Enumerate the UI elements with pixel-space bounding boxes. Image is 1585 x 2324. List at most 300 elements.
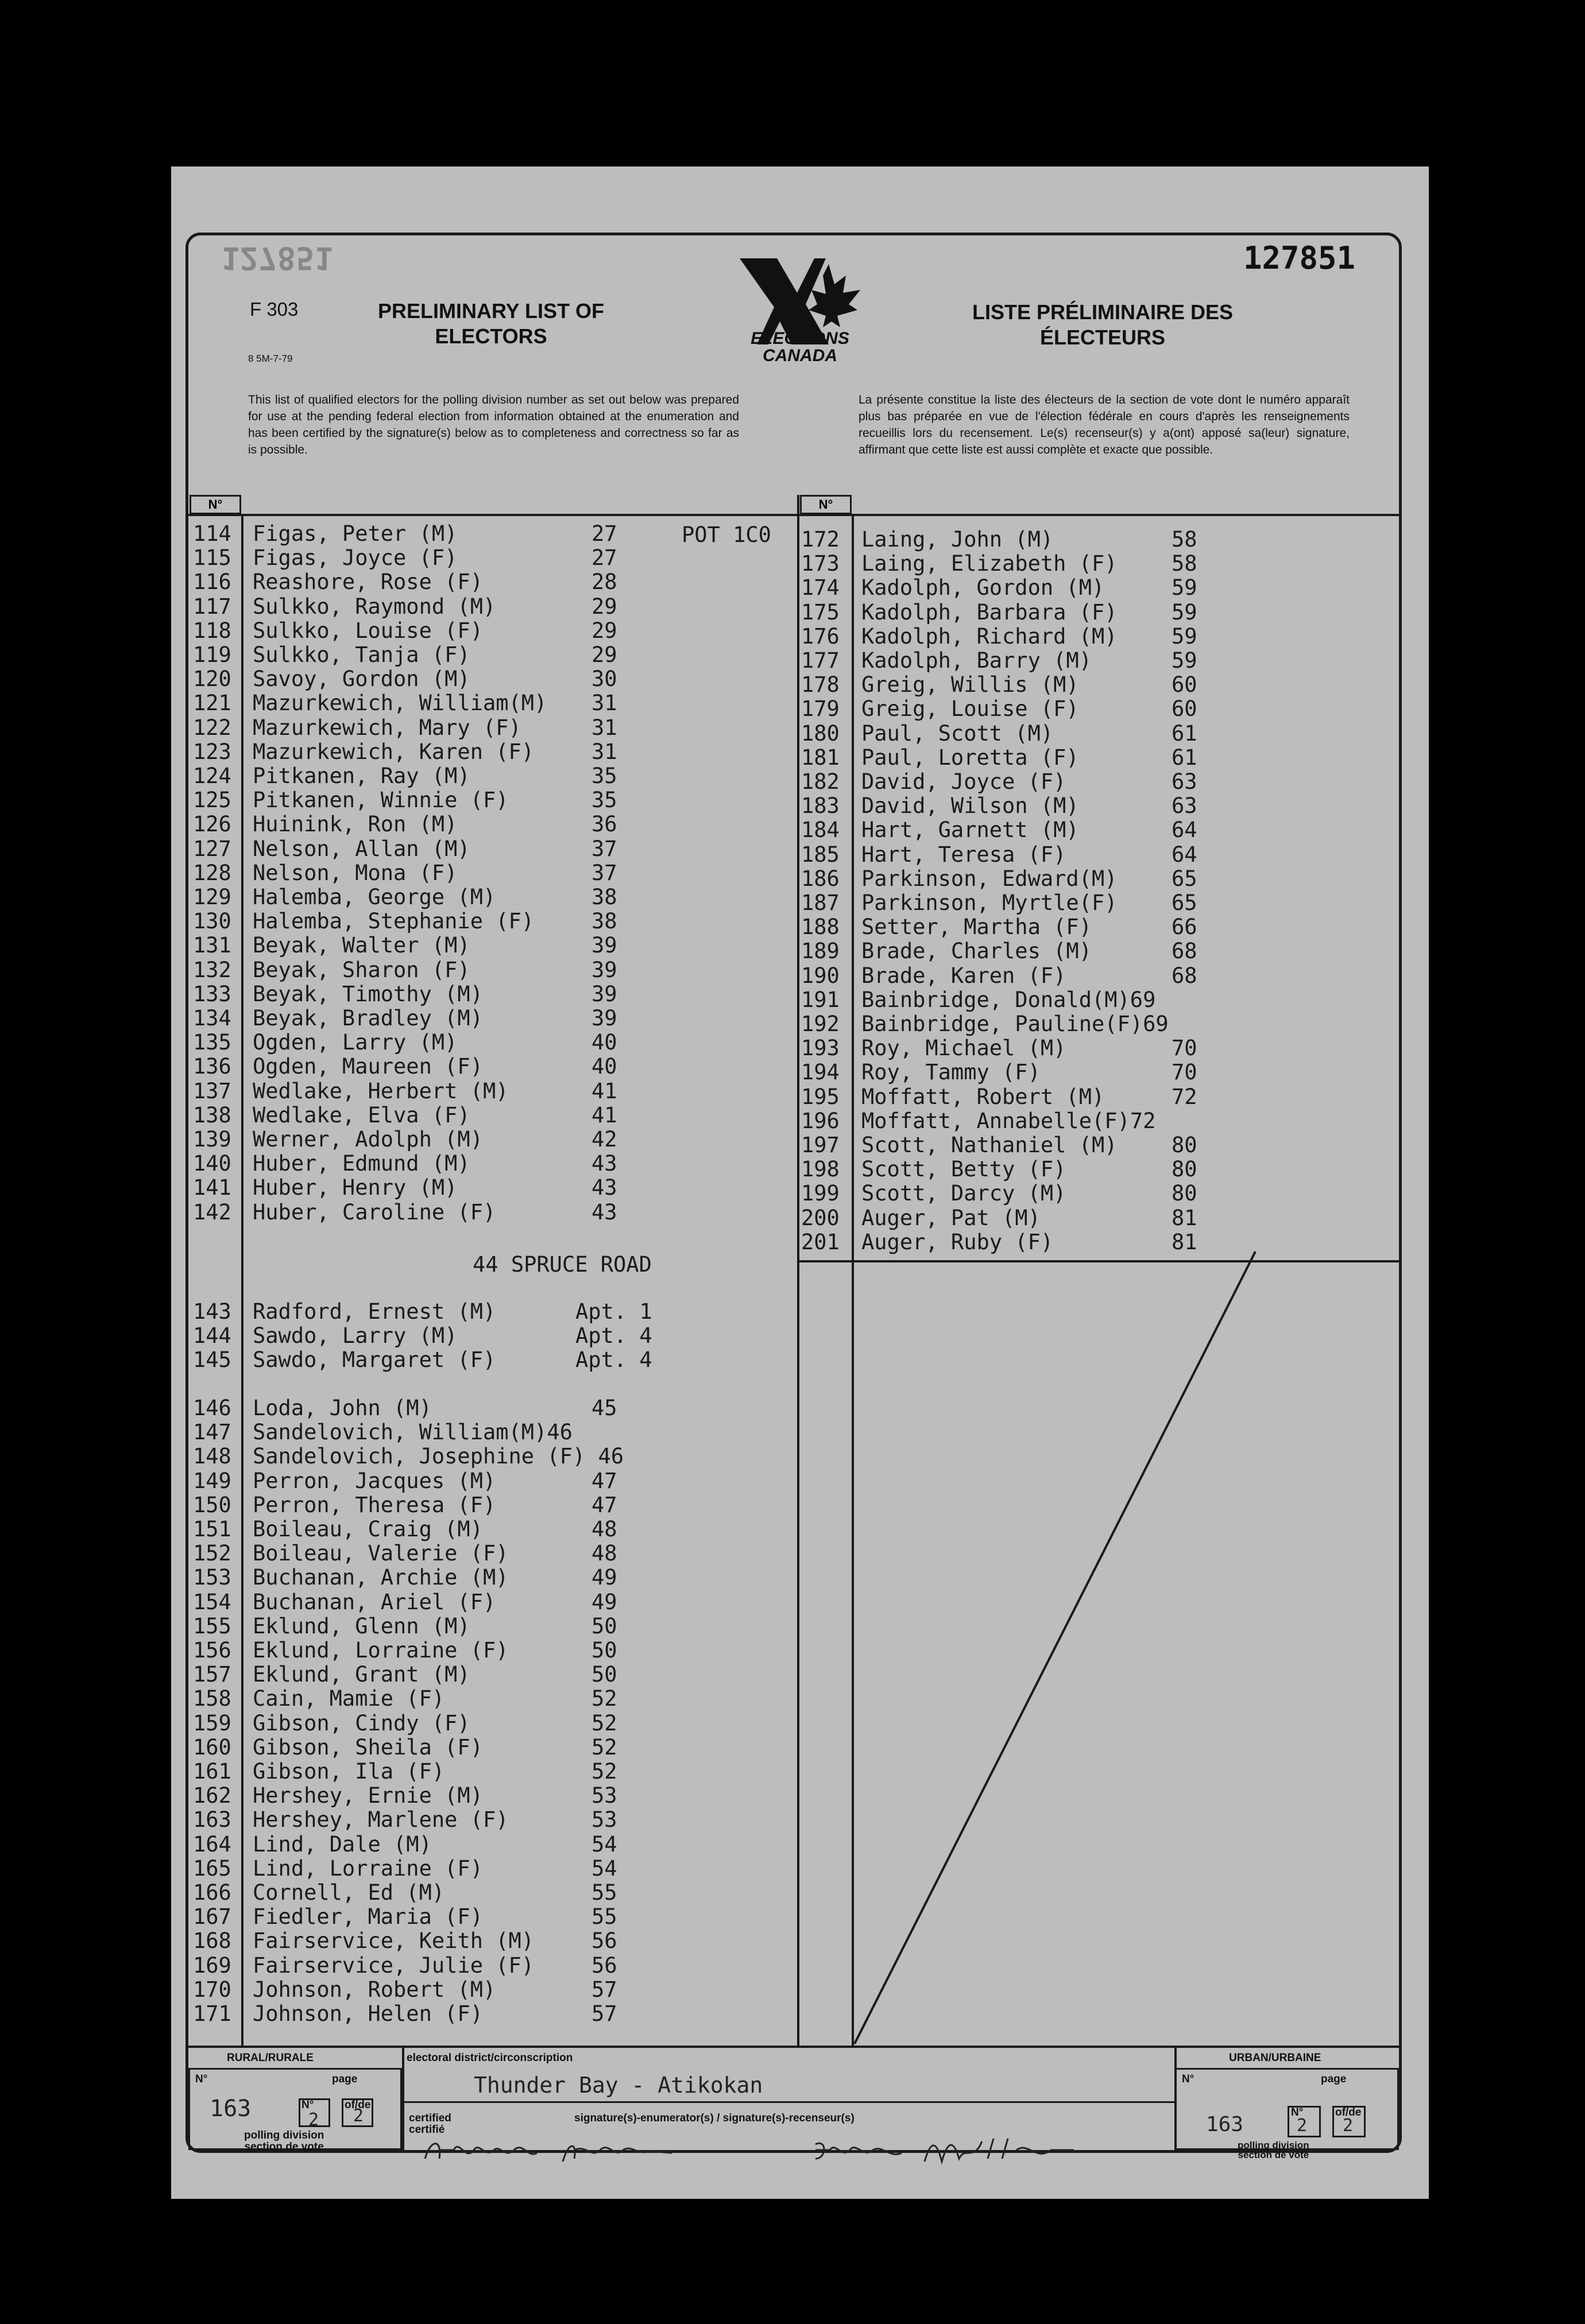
elector-name: Auger, Pat (M) [861, 1205, 1041, 1230]
elector-address: 35 [592, 788, 617, 813]
elector-name: Gibson, Cindy (F) [253, 1710, 470, 1736]
elector-number: 133 [193, 981, 231, 1006]
elector-address: 27 [592, 521, 617, 546]
rural-page-label: page [332, 2073, 358, 2085]
elector-address: 38 [592, 885, 617, 909]
urban-page-value: 2 [1297, 2116, 1308, 2136]
elector-name: Wedlake, Elva (F) [253, 1102, 470, 1128]
elector-number: 199 [801, 1181, 840, 1206]
elector-number: 170 [193, 1977, 231, 2002]
elector-name: Fairservice, Julie (F) [253, 1953, 535, 1978]
elector-number: 144 [193, 1323, 231, 1349]
urban-no-small: N° [1291, 2106, 1304, 2118]
elector-number: 118 [193, 618, 231, 643]
elector-number: 126 [193, 812, 231, 837]
elector-name: Savoy, Gordon (M) [253, 667, 470, 692]
elector-number: 200 [801, 1205, 840, 1230]
elector-address: 29 [592, 642, 617, 667]
elector-number: 185 [801, 842, 840, 867]
elector-name: Hershey, Ernie (M) [253, 1783, 483, 1808]
elector-address: 43 [592, 1199, 617, 1225]
elector-number: 183 [801, 793, 840, 819]
elector-address: 50 [592, 1638, 617, 1663]
elector-address: 38 [592, 909, 617, 934]
elector-number: 114 [193, 521, 231, 546]
elector-name: Sandelovich, Josephine (F) 46 [253, 1444, 624, 1469]
elector-address: 68 [1172, 939, 1197, 964]
elector-name: Scott, Darcy (M) [861, 1181, 1066, 1206]
elector-name: Halemba, George (M) [253, 885, 496, 909]
elector-name: Brade, Karen (F) [861, 963, 1066, 988]
elector-address: 64 [1172, 842, 1197, 867]
elector-number: 180 [801, 721, 840, 746]
elector-number: 168 [193, 1928, 231, 1954]
elector-address: 52 [592, 1759, 617, 1784]
elector-number: 181 [801, 745, 840, 770]
elector-address: 43 [592, 1175, 617, 1200]
elector-name: Kadolph, Barbara (F) [861, 599, 1118, 625]
column-divider [797, 495, 799, 2046]
elector-address: 52 [592, 1734, 617, 1760]
elector-number: 125 [193, 788, 231, 813]
elector-address: 31 [592, 691, 617, 716]
elector-number: 146 [193, 1396, 231, 1420]
elector-number: 173 [801, 551, 840, 576]
elector-address: 41 [592, 1078, 617, 1103]
elector-number: 138 [193, 1102, 231, 1128]
elector-address: 37 [592, 860, 617, 885]
elector-address: 59 [1172, 623, 1197, 649]
elector-name: Sulkko, Raymond (M) [253, 594, 496, 619]
elector-number: 195 [801, 1084, 840, 1109]
intro-french: La présente constitue la liste des électeurs de la section de vote dont le numéro apparaît plus bas préparée en vue de l'élection fédérale en cours d'après les renseignements recueillis lors du recensement. Le(s) recenseur(s) y a(ont) apposé sa(leur) signature, affirmant que cette liste est aussi complète et exacte que possible. [859, 393, 1350, 456]
rural-of-label: of/de [345, 2099, 371, 2111]
elector-name: Loda, John (M) [253, 1396, 432, 1420]
street-heading: 44 SPRUCE ROAD [473, 1252, 652, 1277]
footer-left-divider [402, 2046, 404, 2150]
elector-name: Nelson, Mona (F) [253, 860, 458, 885]
elector-address: 52 [592, 1686, 617, 1711]
enumerator-signature-2 [810, 2133, 1085, 2167]
rural-page-value: 2 [308, 2110, 319, 2130]
elector-number: 171 [193, 2001, 231, 2026]
elector-name: Wedlake, Herbert (M) [253, 1078, 509, 1103]
elector-number: 186 [801, 866, 840, 891]
elector-number: 129 [193, 885, 231, 909]
postal-code: POT 1C0 [682, 522, 771, 547]
signature-label: signature(s)-enumerator(s) / signature(s)-recenseur(s) [574, 2112, 855, 2124]
elector-address: 50 [592, 1662, 617, 1687]
elector-address: 53 [592, 1783, 617, 1808]
elector-number: 165 [193, 1856, 231, 1881]
number-header-left: N° [190, 495, 241, 514]
footer-top-rule [188, 2046, 1399, 2048]
elector-number: 122 [193, 715, 231, 740]
elector-name: Beyak, Bradley (M) [253, 1006, 483, 1031]
elector-number: 121 [193, 691, 231, 716]
elector-name: Setter, Martha (F) [861, 915, 1092, 940]
elector-address: 58 [1172, 527, 1197, 552]
elector-name: Roy, Michael (M) [861, 1036, 1066, 1061]
elector-address: 70 [1172, 1060, 1197, 1085]
elector-address: 36 [592, 812, 617, 837]
elector-name: Parkinson, Edward(M) [861, 866, 1118, 891]
elector-number: 182 [801, 769, 840, 794]
elector-name: Pitkanen, Ray (M) [253, 764, 470, 788]
certified-label: certified certifié [409, 2112, 451, 2136]
elector-address: 41 [592, 1102, 617, 1128]
elector-number: 147 [193, 1420, 231, 1445]
elector-name: Ogden, Larry (M) [253, 1030, 458, 1055]
elector-number: 184 [801, 818, 840, 843]
elector-name: Laing, Elizabeth (F) [861, 551, 1118, 576]
elector-name: Roy, Tammy (F) [861, 1060, 1041, 1085]
elector-address: 81 [1172, 1229, 1197, 1254]
elector-number: 189 [801, 939, 840, 964]
elector-name: Beyak, Walter (M) [253, 933, 470, 958]
elector-address: 30 [592, 667, 617, 692]
elector-name: Perron, Jacques (M) [253, 1468, 496, 1493]
elector-name: Sawdo, Larry (M) [253, 1323, 458, 1349]
rural-of-value: 2 [353, 2106, 364, 2126]
elector-number: 164 [193, 1831, 231, 1857]
enumerator-signature-1 [419, 2133, 718, 2167]
elector-number: 119 [193, 642, 231, 667]
elector-address: 53 [592, 1807, 617, 1833]
elector-address: 27 [592, 545, 617, 571]
elector-name: Kadolph, Barry (M) [861, 648, 1092, 673]
elector-name: Cain, Mamie (F) [253, 1686, 445, 1711]
elector-name: Huinink, Ron (M) [253, 812, 458, 837]
elector-address: 31 [592, 739, 617, 764]
elector-number: 142 [193, 1199, 231, 1225]
elector-address: 28 [592, 570, 617, 595]
elector-name: Eklund, Grant (M) [253, 1662, 470, 1687]
elector-number: 179 [801, 696, 840, 722]
elector-name: Moffatt, Robert (M) [861, 1084, 1105, 1109]
elector-address: 49 [592, 1565, 617, 1590]
rural-label: RURAL/RURALE [227, 2052, 314, 2064]
elector-number: 156 [193, 1638, 231, 1663]
elector-address: 42 [592, 1127, 617, 1152]
elector-number: 197 [801, 1133, 840, 1157]
urban-division-number: 163 [1206, 2113, 1244, 2136]
elector-name: Figas, Joyce (F) [253, 545, 458, 571]
elector-name: Beyak, Sharon (F) [253, 957, 470, 982]
elector-number: 167 [193, 1904, 231, 1930]
elector-number: 158 [193, 1686, 231, 1711]
elector-address: 58 [1172, 551, 1197, 576]
elector-name: Johnson, Robert (M) [253, 1977, 496, 2002]
elector-name: Johnson, Helen (F) [253, 2001, 483, 2026]
urban-of-value: 2 [1343, 2116, 1354, 2136]
elector-address: 63 [1172, 793, 1197, 819]
elector-name: David, Joyce (F) [861, 769, 1066, 794]
elector-address: 48 [592, 1541, 617, 1566]
elector-number: 163 [193, 1807, 231, 1833]
elector-name: Nelson, Allan (M) [253, 836, 470, 861]
elector-number: 187 [801, 890, 840, 915]
elector-name: Boileau, Valerie (F) [253, 1541, 509, 1566]
elector-address: 47 [592, 1492, 617, 1517]
elector-name: Bainbridge, Pauline(F)69 [861, 1012, 1169, 1036]
elector-name: Boileau, Craig (M) [253, 1517, 483, 1541]
elector-address: 72 [1172, 1084, 1197, 1109]
elector-name: Beyak, Timothy (M) [253, 981, 483, 1006]
elector-name: Sandelovich, William(M)46 [253, 1420, 573, 1445]
elector-number: 116 [193, 570, 231, 595]
elector-name: Huber, Henry (M) [253, 1175, 458, 1200]
elector-name: Moffatt, Annabelle(F)72 [861, 1108, 1156, 1133]
elector-address: 61 [1172, 745, 1197, 770]
elector-address: 63 [1172, 769, 1197, 794]
elector-number: 150 [193, 1492, 231, 1517]
urban-polling-label: polling division section de vote [1238, 2140, 1309, 2160]
elector-number: 134 [193, 1006, 231, 1031]
elector-name: Paul, Loretta (F) [861, 745, 1079, 770]
elector-name: Eklund, Lorraine (F) [253, 1638, 509, 1663]
elector-name: Brade, Charles (M) [861, 939, 1092, 964]
elector-address: 54 [592, 1831, 617, 1857]
elector-address: Apt. 4 [575, 1347, 652, 1373]
elector-number: 177 [801, 648, 840, 673]
elector-number: 157 [193, 1662, 231, 1687]
elector-name: Sulkko, Louise (F) [253, 618, 483, 643]
intro-english: This list of qualified electors for the polling division number as set out below was prepared for use at the pending federal election from information obtained at the enumeration and has been certified by the signature(s) below as to completeness and correctness so far as is possible. [248, 393, 739, 456]
elector-address: 39 [592, 933, 617, 958]
elector-name: Huber, Edmund (M) [253, 1151, 470, 1176]
elector-address: 39 [592, 981, 617, 1006]
elector-number: 172 [801, 527, 840, 552]
elector-number: 137 [193, 1078, 231, 1103]
elector-number: 175 [801, 599, 840, 625]
rural-no-small: N° [301, 2099, 314, 2111]
elector-address: Apt. 4 [575, 1323, 652, 1349]
footer-district-rule [402, 2101, 1174, 2103]
elector-number: 139 [193, 1127, 231, 1152]
elector-address: 65 [1172, 890, 1197, 915]
elector-name: Hart, Teresa (F) [861, 842, 1066, 867]
elector-address: 68 [1172, 963, 1197, 988]
left-number-column-rule [241, 514, 243, 2046]
elector-name: Halemba, Stephanie (F) [253, 909, 535, 934]
elector-number: 201 [801, 1229, 840, 1254]
elector-number: 130 [193, 909, 231, 934]
urban-label: URBAN/URBAINE [1229, 2052, 1321, 2064]
elector-number: 169 [193, 1953, 231, 1978]
elector-name: Figas, Peter (M) [253, 521, 458, 546]
elector-number: 152 [193, 1541, 231, 1566]
elector-address: 40 [592, 1054, 617, 1079]
elector-number: 141 [193, 1175, 231, 1200]
elector-address: 37 [592, 836, 617, 861]
elector-address: 35 [592, 764, 617, 788]
elector-name: Cornell, Ed (M) [253, 1880, 445, 1905]
elector-address: 57 [592, 1977, 617, 2002]
logo-wordmark: ELECTIONS CANADA [751, 329, 849, 365]
rural-polling-label: polling division section de vote [244, 2129, 324, 2153]
elector-number: 117 [193, 594, 231, 619]
urban-no-label: N° [1182, 2073, 1194, 2085]
elector-address: 55 [592, 1904, 617, 1930]
elector-number: 124 [193, 764, 231, 788]
elector-address: 80 [1172, 1133, 1197, 1157]
elector-number: 149 [193, 1468, 231, 1493]
elector-address: 54 [592, 1856, 617, 1881]
elector-name: Hershey, Marlene (F) [253, 1807, 509, 1833]
elector-name: Bainbridge, Donald(M)69 [861, 987, 1156, 1012]
elector-name: Scott, Betty (F) [861, 1157, 1066, 1182]
elector-address: 49 [592, 1589, 617, 1614]
elector-name: Lind, Lorraine (F) [253, 1856, 483, 1881]
print-code: 8 5M-7-79 [248, 353, 293, 364]
elector-address: 47 [592, 1468, 617, 1493]
elector-name: Perron, Theresa (F) [253, 1492, 496, 1517]
elector-name: Greig, Willis (M) [861, 672, 1079, 698]
elector-number: 159 [193, 1710, 231, 1736]
elector-number: 161 [193, 1759, 231, 1784]
elector-address: 59 [1172, 648, 1197, 673]
elector-number: 190 [801, 963, 840, 988]
elector-name: Gibson, Ila (F) [253, 1759, 445, 1784]
elector-name: David, Wilson (M) [861, 793, 1079, 819]
elector-address: 29 [592, 594, 617, 619]
elector-address: 59 [1172, 599, 1197, 625]
elector-name: Fairservice, Keith (M) [253, 1928, 535, 1954]
document-number: 127851 [1243, 240, 1356, 276]
elector-address: 39 [592, 957, 617, 982]
elector-address: 55 [592, 1880, 617, 1905]
elector-number: 127 [193, 836, 231, 861]
elector-number: 145 [193, 1347, 231, 1373]
elector-name: Paul, Scott (M) [861, 721, 1054, 746]
document-number-bleedthrough: 127851 [221, 240, 334, 276]
elector-number: 120 [193, 667, 231, 692]
rural-no-label: N° [195, 2073, 208, 2085]
elector-name: Fiedler, Maria (F) [253, 1904, 483, 1930]
elector-name: Buchanan, Ariel (F) [253, 1589, 496, 1614]
elector-address: 66 [1172, 915, 1197, 940]
elector-name: Greig, Louise (F) [861, 696, 1079, 722]
elector-number: 178 [801, 672, 840, 698]
elector-name: Huber, Caroline (F) [253, 1199, 496, 1225]
elector-name: Pitkanen, Winnie (F) [253, 788, 509, 813]
elector-address: 56 [592, 1928, 617, 1954]
elector-name: Hart, Garnett (M) [861, 818, 1079, 843]
elector-name: Sulkko, Tanja (F) [253, 642, 470, 667]
elector-name: Kadolph, Gordon (M) [861, 575, 1105, 601]
elector-name: Mazurkewich, Mary (F) [253, 715, 521, 740]
elector-number: 191 [801, 987, 840, 1012]
elector-number: 131 [193, 933, 231, 958]
elector-address: 61 [1172, 721, 1197, 746]
elector-number: 194 [801, 1060, 840, 1085]
elector-address: 57 [592, 2001, 617, 2026]
elector-address: 56 [592, 1953, 617, 1978]
elector-name: Lind, Dale (M) [253, 1831, 432, 1857]
elector-address: 39 [592, 1006, 617, 1031]
elector-name: Auger, Ruby (F) [861, 1229, 1054, 1254]
elector-number: 136 [193, 1054, 231, 1079]
urban-page-label: page [1321, 2073, 1347, 2085]
elector-address: 60 [1172, 696, 1197, 722]
elector-number: 128 [193, 860, 231, 885]
elector-name: Reashore, Rose (F) [253, 570, 483, 595]
elector-name: Radford, Ernest (M) [253, 1299, 496, 1324]
elector-number: 135 [193, 1030, 231, 1055]
elector-number: 155 [193, 1613, 231, 1639]
elector-number: 153 [193, 1565, 231, 1590]
elector-number: 193 [801, 1036, 840, 1061]
elector-number: 151 [193, 1517, 231, 1541]
elector-address: 48 [592, 1517, 617, 1541]
elector-number: 174 [801, 575, 840, 601]
table-top-rule [188, 514, 1399, 516]
elector-name: Parkinson, Myrtle(F) [861, 890, 1118, 915]
elector-number: 115 [193, 545, 231, 571]
elector-address: 43 [592, 1151, 617, 1176]
elector-address: 52 [592, 1710, 617, 1736]
elector-address: 80 [1172, 1181, 1197, 1206]
elector-name: Ogden, Maureen (F) [253, 1054, 483, 1079]
elector-number: 198 [801, 1157, 840, 1182]
elector-name: Gibson, Sheila (F) [253, 1734, 483, 1760]
elector-number: 166 [193, 1880, 231, 1905]
elector-name: Eklund, Glenn (M) [253, 1613, 470, 1639]
title-french: LISTE PRÉLIMINAIRE DES ÉLECTEURS [972, 300, 1234, 349]
elector-address: 29 [592, 618, 617, 643]
elector-number: 132 [193, 957, 231, 982]
number-header-right: N° [800, 495, 852, 514]
elector-address: 31 [592, 715, 617, 740]
elector-address: 64 [1172, 818, 1197, 843]
elector-address: Apt. 1 [575, 1299, 652, 1324]
elector-address: 70 [1172, 1036, 1197, 1061]
elector-address: 60 [1172, 672, 1197, 698]
elector-name: Sawdo, Margaret (F) [253, 1347, 496, 1373]
elector-name: Scott, Nathaniel (M) [861, 1133, 1118, 1157]
elector-number: 162 [193, 1783, 231, 1808]
elector-number: 160 [193, 1734, 231, 1760]
elector-number: 196 [801, 1108, 840, 1133]
elector-name: Werner, Adolph (M) [253, 1127, 483, 1152]
form-code: F 303 [250, 299, 299, 320]
district-value: Thunder Bay - Atikokan [474, 2073, 763, 2098]
elector-address: 45 [592, 1396, 617, 1420]
elector-address: 50 [592, 1613, 617, 1639]
elector-name: Mazurkewich, William(M) [253, 691, 547, 716]
elector-name: Mazurkewich, Karen (F) [253, 739, 535, 764]
elector-address: 65 [1172, 866, 1197, 891]
rural-division-number: 163 [210, 2096, 252, 2122]
elector-number: 154 [193, 1589, 231, 1614]
elector-number: 123 [193, 739, 231, 764]
elector-address: 81 [1172, 1205, 1197, 1230]
district-label: electoral district/circonscription [407, 2052, 573, 2064]
elector-name: Kadolph, Richard (M) [861, 623, 1118, 649]
elector-name: Buchanan, Archie (M) [253, 1565, 509, 1590]
elector-number: 143 [193, 1299, 231, 1324]
elector-address: 40 [592, 1030, 617, 1055]
elector-address: 59 [1172, 575, 1197, 601]
elector-name: Laing, John (M) [861, 527, 1054, 552]
elector-number: 188 [801, 915, 840, 940]
elector-number: 148 [193, 1444, 231, 1469]
elector-number: 176 [801, 623, 840, 649]
elector-address: 80 [1172, 1157, 1197, 1182]
elector-number: 140 [193, 1151, 231, 1176]
urban-of-label: of/de [1335, 2106, 1362, 2118]
